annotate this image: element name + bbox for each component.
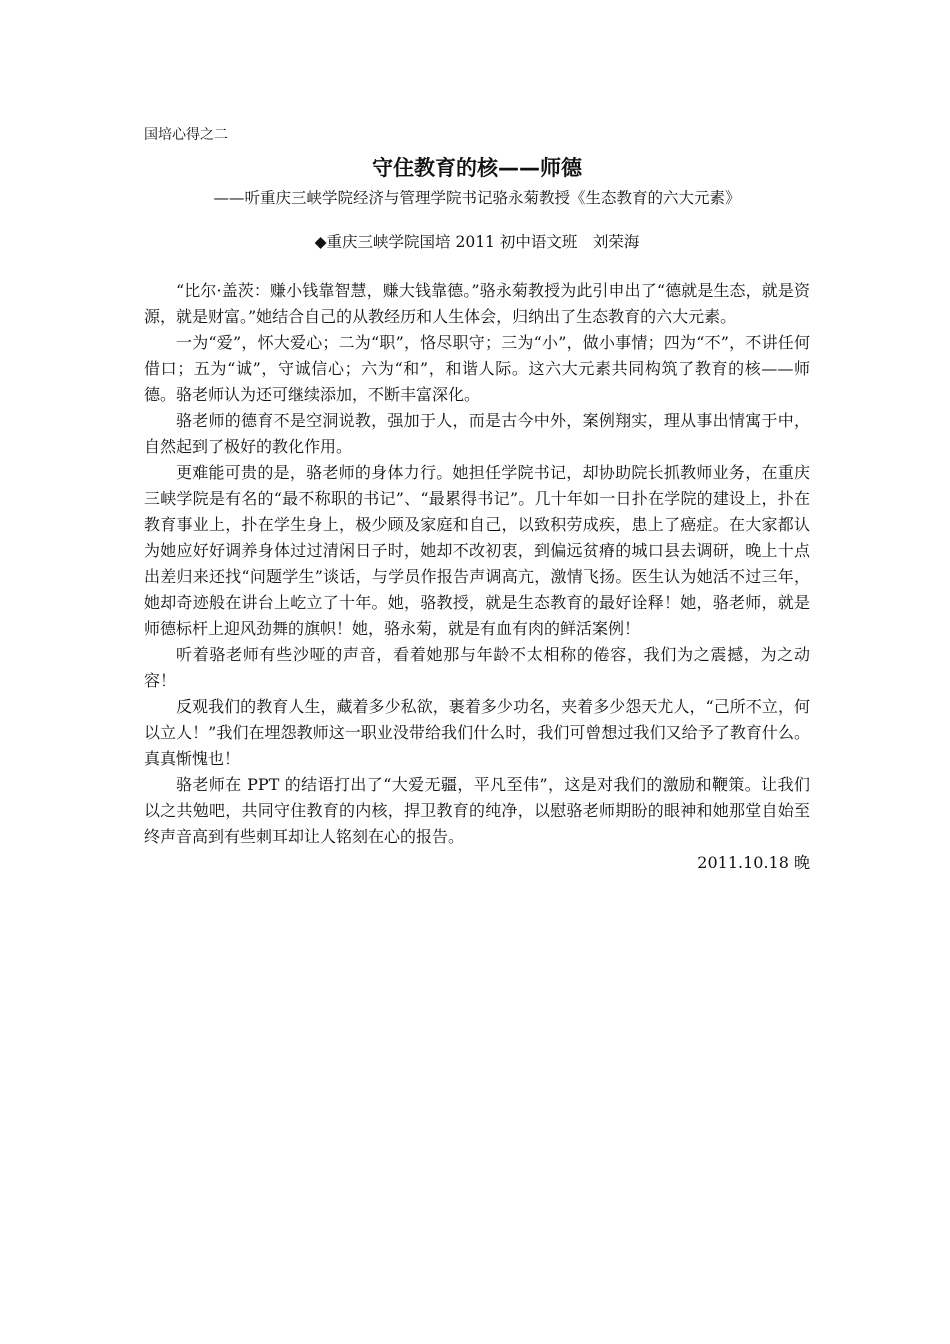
paragraph: 一为“爱”，怀大爱心；二为“职”，恪尽职守；三为“小”，做小事情；四为“不”，不讲任何借口；五为“诚”，守诚信心；六为“和”，和谐人际。这六大元素共同构筑了教育的核——师德。骆老师认为还可继续添加，不断丰富深化。: [144, 333, 810, 404]
paragraph: 听着骆老师有些沙哑的声音，看着她那与年龄不太相称的倦容，我们为之震撼，为之动容！: [144, 645, 810, 690]
paragraph: 反观我们的教育人生，藏着多少私欲，裹着多少功名，夹着多少怨天尤人，“己所不立，何以立人！”我们在埋怨教师这一职业没带给我们什么时，我们可曾想过我们又给予了教育什么。真真惭愧也！: [144, 697, 810, 768]
series-label: 国培心得之二: [144, 127, 228, 143]
paragraph: 骆老师在 PPT 的结语打出了“大爱无疆，平凡至伟”，这是对我们的激励和鞭策。让我们以之共勉吧，共同守住教育的内核，捍卫教育的纯净，以慰骆老师期盼的眼神和她那堂自始至终声音高到有些刺耳却让人铭刻在心的报告。: [144, 775, 810, 846]
paragraph: “比尔·盖茨：赚小钱靠智慧，赚大钱靠德。”骆永菊教授为此引申出了“德就是生态，就是资源，就是财富。”她结合自己的从教经历和人生体会，归纳出了生态教育的六大元素。: [144, 281, 810, 326]
paragraph: 更难能可贵的是，骆老师的身体力行。她担任学院书记，却协助院长抓教师业务，在重庆三峡学院是有名的“最不称职的书记”、“最累得书记”。几十年如一日扑在学院的建设上，扑在教育事业上，扑在学生身上，极少顾及家庭和自己，以致积劳成疾，患上了癌症。在大家都认为她应好好调养身体过过清闲日子时，她却不改初衷，到偏远贫瘠的城口县去调研，晚上十点出差归来还找“问题学生”谈话，与学员作报告声调高亢，激情飞扬。医生认为她活不过三年，她却奇迹般在讲台上屹立了十年。她，骆教授，就是生态教育的最好诠释！她，骆老师，就是师德标杆上迎风劲舞的旗帜！她，骆永菊，就是有血有肉的鲜活案例！: [144, 463, 810, 638]
signoff-date: 2011.10.18 晚: [697, 853, 810, 872]
document-subtitle: ——听重庆三峡学院经济与管理学院书记骆永菊教授《生态教育的六大元素》: [213, 189, 741, 207]
author-line: ◆重庆三峡学院国培 2011 初中语文班 刘荣海: [314, 233, 640, 251]
document-title: 守住教育的核——师德: [372, 156, 582, 180]
paragraph: 骆老师的德育不是空洞说教，强加于人，而是古今中外，案例翔实，理从事出情寓于中，自然起到了极好的教化作用。: [144, 411, 810, 456]
document-body: [144, 124, 810, 876]
